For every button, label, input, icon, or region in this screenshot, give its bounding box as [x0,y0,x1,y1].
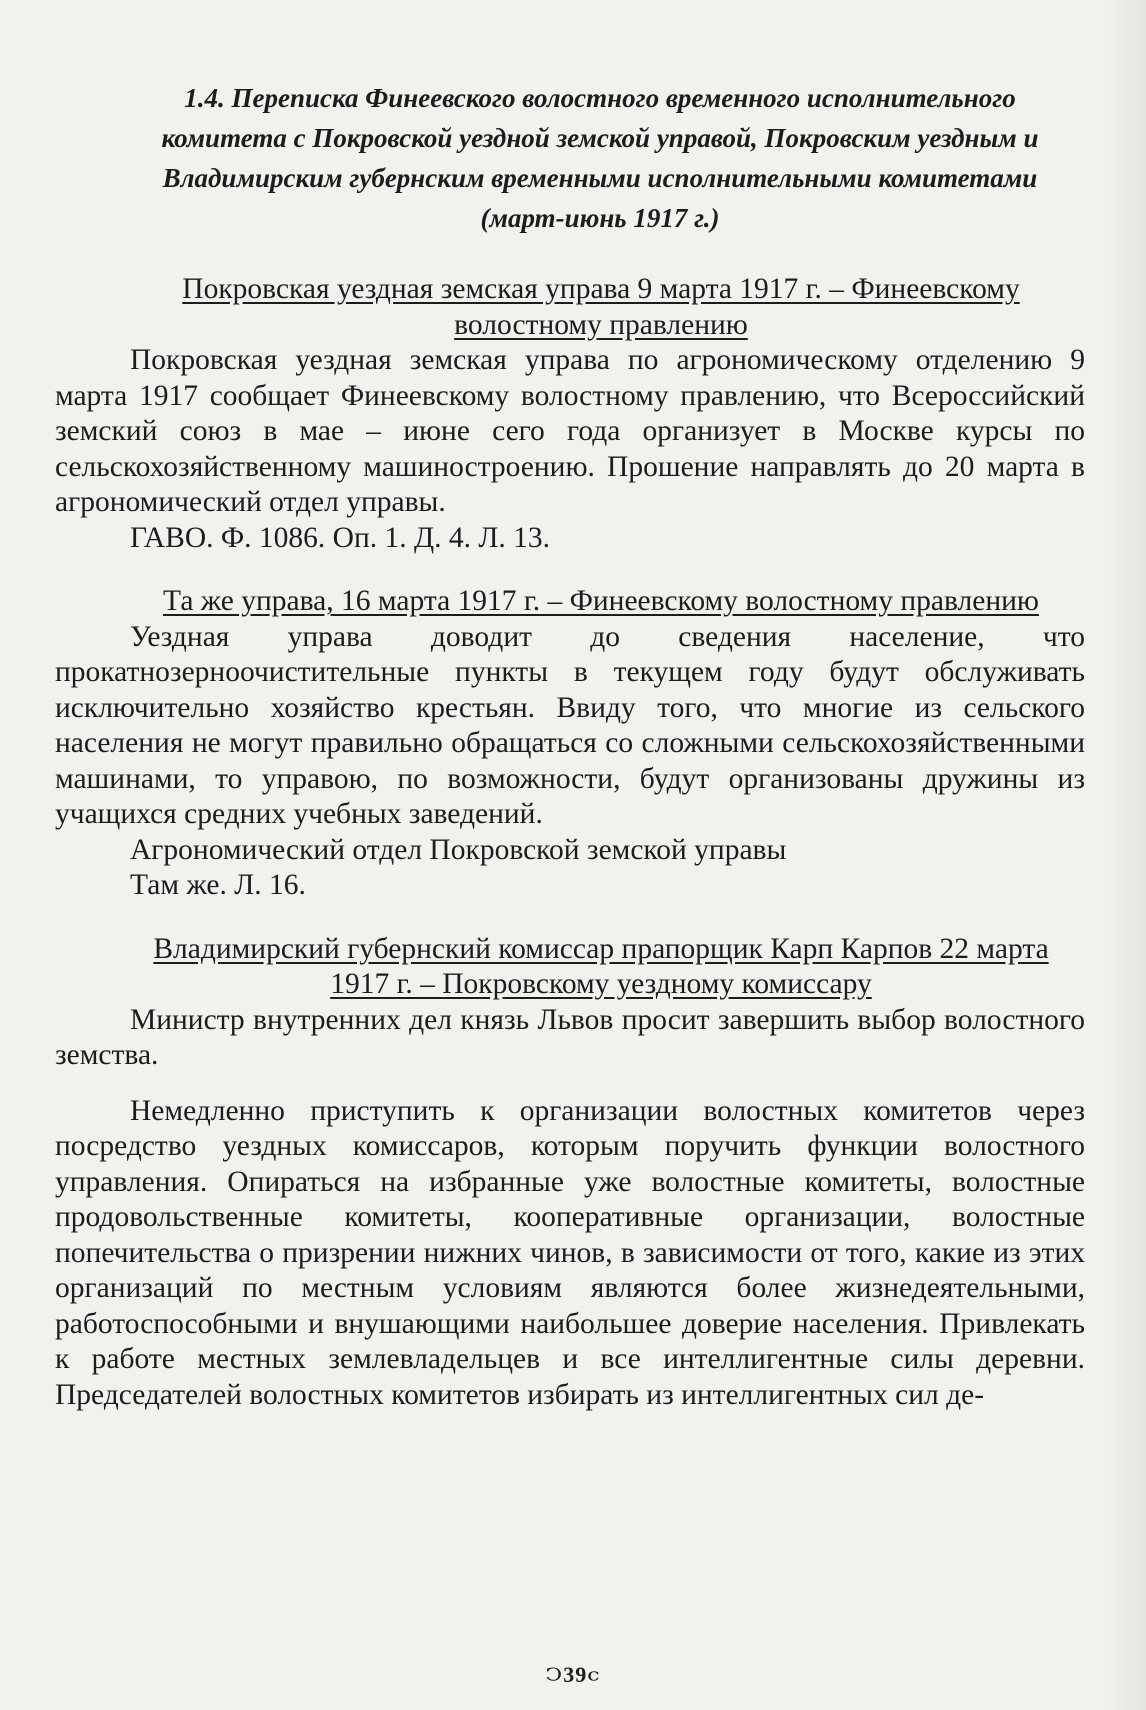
document-paragraph: Министр внутренних дел князь Львов просит завершить выбор волостного земства. [55,1003,1085,1071]
document-body [55,272,1085,1413]
document-heading: Та же управа, 16 марта 1917 г. – Финеевскому волостному правлению [163,585,1039,617]
document-paragraph: Немедленно приступить к организации волостных комитетов через посредство уездных комиссаров, которым поручить функции волостного управления. Опираться на избранные уже волостные комитеты, волостные продовольственные комитеты, кооперативные организации, волостные попечительства о призрении нижних чинов, в зависимости от того, какие из этих организаций по местным условиям являются более жизнедеятельными, работоспособными и внушающими наибольшее доверие населения. Привлекать к работе местных землевладельцев и все интеллигентные силы деревни. Председателей волостных комитетов избирать из интеллигентных сил де- [55,1094,1085,1411]
page-number [0,1662,1146,1688]
document-paragraph: Уездная управа доводит до сведения население, что прокатнозерноочистительные пункты в текущем году будут обслуживать исключительно хозяйство крестьян. Ввиду того, что многие из сельского населения не могут правильно обращаться со сложными сельскохозяйственными машинами, то управою, по возможности, будут организованы дружины из учащихся средних учебных заведений. [55,620,1085,830]
scan-edge-shadow [1106,0,1146,1710]
document-heading: Покровская уездная земская управа 9 марта 1917 г. – Финеевскому волостному правлению [182,273,1020,341]
archive-reference: ГАВО. Ф. 1086. Оп. 1. Д. 4. Л. 13. [130,521,551,554]
document-signature: Агрономический отдел Покровской земской управы [130,833,787,866]
archive-reference: Там же. Л. 16. [130,869,306,901]
page-number-value: 39 [563,1662,588,1687]
document-entry-3 [55,932,1085,1414]
document-entry-1 [55,272,1085,556]
section-title: 1.4. Переписка Финеевского волостного временного исполнительного комитета с Покровской уездной земской управой, Покровским уездным и Владимирским губернским временными исполнительными комитетами (март-июнь 1917 г.) [161,83,1039,233]
ornament-right-icon: ⅽ [587,1664,601,1685]
document-heading: Владимирский губернский комиссар прапорщик Карп Карпов 22 марта 1917 г. – Покровскому уездному комиссару [153,932,1049,1000]
document-entry-2 [55,584,1085,904]
ornament-left-icon: Ↄ [545,1664,564,1685]
document-paragraph: Покровская уездная земская управа по агрономическому отделению 9 марта 1917 сообщает Финеевскому волостному правлению, что Всероссийский земский союз в мае – июне сего года организует в Москве курсы по сельскохозяйственному машиностроению. Прошение направлять до 20 марта в агрономический отдел управы. [55,344,1085,518]
